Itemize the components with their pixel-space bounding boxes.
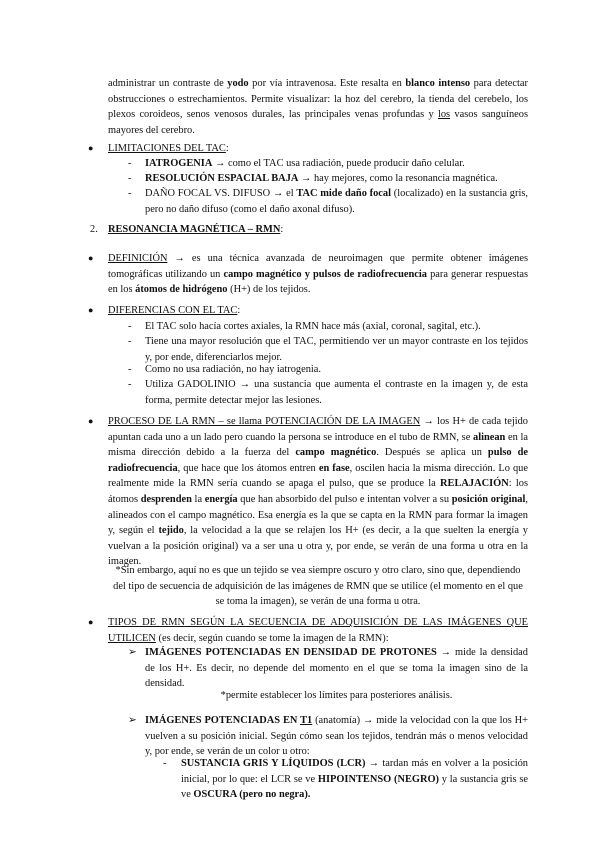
text: : xyxy=(237,305,241,316)
dash-icon: - xyxy=(128,379,132,390)
limitacion-item xyxy=(145,186,528,217)
tipos-heading xyxy=(108,615,528,646)
text: para detectar obstrucciones o estrechamientos. Permite visualizar: la hoz del cerebro, la tienda del cerebelo, los plexos coroideos, senos venosos durales, las principales venas profundas y xyxy=(108,78,528,121)
text: por vía intravenosa. Este resalta en xyxy=(248,78,406,89)
text: es una técnica avanzada de neuroimagen que permite obtener imágenes tomográficas utilizando un xyxy=(108,253,528,280)
diferencia-item: Tiene una mayor resolución que el TAC, permitiendo ver un mayor contraste en los tejidos y, por ende, diferenciarlos mejor. xyxy=(145,336,528,363)
arrow-right-icon: → xyxy=(440,647,452,658)
dash-icon: - xyxy=(128,336,132,347)
text: : xyxy=(225,143,229,154)
text: : xyxy=(280,224,284,235)
heading-text: DIFERENCIAS CON EL TAC xyxy=(108,305,238,316)
bold-text: IMÁGENES POTENCIADAS EN xyxy=(145,715,301,726)
proceso-paragraph xyxy=(108,414,528,570)
bold-text: HIPOINTENSO (NEGRO) xyxy=(317,773,440,785)
text: Utiliza GADOLINIO xyxy=(145,379,240,390)
label-text: DEFINICIÓN xyxy=(108,253,168,264)
intro-paragraph xyxy=(108,76,528,138)
arrow-right-icon: → xyxy=(214,158,226,169)
bold-text: campo magnético y pulsos de radiofrecuencia xyxy=(223,268,427,280)
bold-text: átomos de hidrógeno xyxy=(135,284,228,296)
bold-text: campo magnético xyxy=(295,447,377,459)
text: DAÑO FOCAL VS. DIFUSO xyxy=(145,188,273,199)
tipo-item xyxy=(145,713,528,760)
text: , oscilen hacia la misma dirección. Lo que realmente mide la RMN sería cuando se apaga el pulso, que se produce la xyxy=(108,462,528,490)
bold-text: TAC mide daño focal xyxy=(296,188,392,199)
bold-underlined-text: T1 xyxy=(300,715,313,726)
text: hay mejores, como la resonancia magnética. xyxy=(311,173,498,184)
text: , que hace que los átomos entren xyxy=(177,462,319,474)
underlined-text: los xyxy=(437,109,451,121)
tipo-subitem xyxy=(181,756,528,803)
text: . Después se aplica un xyxy=(376,447,488,459)
text: el xyxy=(283,188,297,199)
bold-text: tejido xyxy=(158,525,184,537)
bold-text: blanco intenso xyxy=(405,78,471,89)
tipo-note: *permite establecer los límites para posteriores análisis. xyxy=(220,690,453,701)
arrow-right-icon: → xyxy=(174,253,185,264)
limitaciones-heading xyxy=(108,141,528,157)
limitacion-item xyxy=(145,171,528,187)
arrow-right-icon: → xyxy=(362,715,374,726)
bold-text: energía xyxy=(204,493,238,505)
arrow-right-icon: → xyxy=(368,758,380,769)
section-title xyxy=(108,222,528,238)
arrow-right-icon: → xyxy=(239,379,251,390)
text: (localizado) en la sustancia gris, pero no daño difuso (como el daño axonal difuso). xyxy=(145,188,528,215)
text: (anatomía) xyxy=(312,715,363,726)
text: como el TAC usa radiación, puede producir daño celular. xyxy=(225,158,465,169)
arrow-right-icon: → xyxy=(301,173,312,184)
heading-text: LIMITACIONES DEL TAC xyxy=(108,143,226,154)
text: en la misma dirección debido a la fuerza del xyxy=(108,431,528,459)
text: que han absorbido del pulso e intentan volver a su xyxy=(237,493,452,505)
text: mide la velocidad con la que los H+ vuelven a su posición inicial. Según cómo sean los tejidos, tendrán más o menos velocidad y, por ende, se verán de un color u otro: xyxy=(145,715,528,758)
bold-text: RELAJACIÓN xyxy=(440,478,509,490)
text: una sustancia que aumenta el contraste en la imagen y, de esta forma, permite detectar mejor las lesiones. xyxy=(145,379,528,406)
text: administrar un contraste de xyxy=(108,78,228,89)
bold-text: pulso de radiofrecuencia xyxy=(108,447,528,474)
bold-text: posición original xyxy=(451,493,526,505)
dash-icon: - xyxy=(128,173,132,184)
section-title-text: RESONANCIA MAGNÉTICA – RMN xyxy=(108,224,281,235)
text: para generar respuestas en los xyxy=(108,268,528,296)
text: tardan más en volver a la posición inicial, por lo que: el LCR se ve xyxy=(181,758,528,785)
text: , la velocidad a la que se relajen los H+ (es decir, a la que suelten la energía y vuelvan a la posición original) va a ser una u otra y, por ende, se verán de una forma u otra en la imagen. xyxy=(108,525,528,568)
text: la xyxy=(191,493,205,505)
dash-icon: - xyxy=(128,188,132,199)
bold-text: OSCURA (pero no negra). xyxy=(193,789,311,801)
text: mide la densidad de los H+. Es decir, no depende del momento en el que se toma la imagen sino de la densidad. xyxy=(145,647,528,690)
bullet-icon: ● xyxy=(88,305,94,315)
dash-icon: - xyxy=(128,158,132,169)
text: vasos sanguíneos mayores del cerebro. xyxy=(108,109,528,136)
dash-icon: - xyxy=(128,364,132,375)
diferencia-item xyxy=(145,377,528,408)
text: y la sustancia gris se ve xyxy=(181,773,528,801)
bold-text: IATROGENIA xyxy=(145,158,213,169)
bold-text: RESOLUCIÓN ESPACIAL BAJA xyxy=(145,173,299,184)
text: : los átomos xyxy=(108,478,528,505)
note-paragraph: *Sin embargo, aquí no es que un tejido se vea siempre oscuro y otro claro, sino que, dependiendo del tipo de secuencia de adquisición de las imágenes de RMN que se utilice (el momento en el que se toma la imagen), se verán de una forma u otra. xyxy=(113,565,523,608)
text: , alineados con el campo magnético. Esa energía es la que se capta en la RMN para formar la imagen y, según el xyxy=(108,493,528,537)
diferencia-item: El TAC solo hacía cortes axiales, la RMN hace más (axial, coronal, sagital, etc.). xyxy=(145,321,481,332)
bold-text: alinean xyxy=(473,431,506,443)
text: (es decir, según cuando se tome la imagen de la RMN): xyxy=(155,632,389,644)
diferencia-item: Como no usa radiación, no hay iatrogenia. xyxy=(145,364,322,375)
limitacion-item xyxy=(145,156,528,172)
text: los H+ de cada tejido apuntan cada uno a un lado pero cuando la persona se introduce en el tubo de RMN, se xyxy=(108,416,528,443)
tipo-item xyxy=(145,645,528,692)
bullet-icon: ● xyxy=(88,617,94,627)
dash-icon: - xyxy=(128,321,132,332)
bold-text: IMÁGENES POTENCIADAS EN DENSIDAD DE PROTONES xyxy=(145,647,437,658)
arrow-right-icon: → xyxy=(272,188,284,199)
text: (H+) de los tejidos. xyxy=(227,284,311,296)
bullet-icon: ● xyxy=(88,416,94,426)
diferencias-heading xyxy=(108,303,528,319)
bold-text: en fase xyxy=(318,462,350,474)
bullet-icon: ● xyxy=(88,143,94,153)
definicion-paragraph xyxy=(108,251,528,298)
section-number: 2. xyxy=(90,224,98,235)
bold-text: SUSTANCIA GRIS Y LÍQUIDOS (LCR) xyxy=(181,758,366,769)
bullet-icon: ● xyxy=(88,253,94,263)
arrowhead-bullet-icon: ➢ xyxy=(128,715,137,726)
underlined-text: PROCESO DE LA RMN – se llama POTENCIACIÓN DE LA IMAGEN xyxy=(108,416,421,427)
arrow-right-icon: → xyxy=(423,416,434,427)
underlined-text: TIPOS DE RMN SEGÚN LA SECUENCIA DE ADQUISICIÓN DE LAS IMÁGENES QUE UTILICEN xyxy=(108,617,528,644)
dash-icon: - xyxy=(163,758,167,769)
bold-text: yodo xyxy=(227,78,249,89)
arrowhead-bullet-icon: ➢ xyxy=(128,647,137,658)
bold-text: desprenden xyxy=(140,493,192,505)
